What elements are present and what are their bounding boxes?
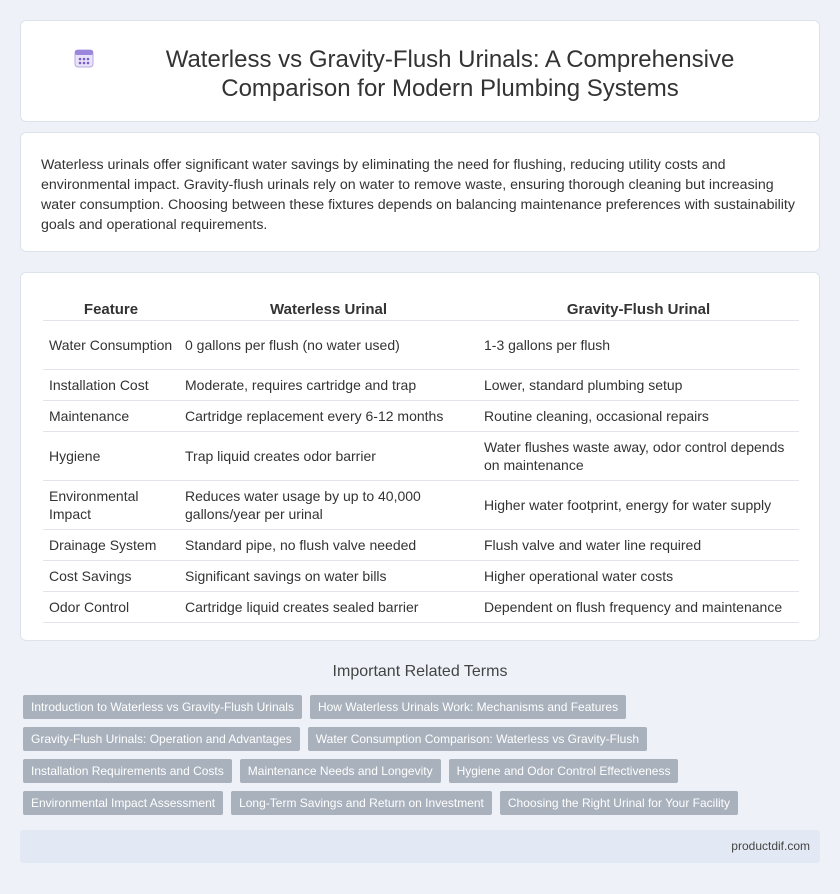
feature-cell: Cost Savings	[43, 561, 179, 592]
table-row	[43, 321, 799, 370]
footer-bar	[20, 830, 820, 863]
waterless-cell: Significant savings on water bills	[179, 561, 478, 592]
waterless-cell: Moderate, requires cartridge and trap	[179, 370, 478, 401]
table-row	[43, 561, 799, 592]
column-header-feature: Feature	[43, 295, 179, 321]
related-term-link[interactable]: Water Consumption Comparison: Waterless vs Gravity-Flush	[308, 727, 647, 751]
page-title: Waterless vs Gravity-Flush Urinals: A Comprehensive Comparison for Modern Plumbing Systems	[165, 46, 735, 102]
related-term-link[interactable]: Choosing the Right Urinal for Your Facility	[500, 791, 738, 815]
related-term-link[interactable]: Gravity-Flush Urinals: Operation and Advantages	[23, 727, 300, 751]
table-row	[43, 592, 799, 623]
calendar-grid-icon	[73, 47, 95, 69]
gravity-flush-cell: Flush valve and water line required	[478, 530, 799, 561]
waterless-cell: Trap liquid creates odor barrier	[179, 432, 478, 481]
related-term-link[interactable]: Long-Term Savings and Return on Investment	[231, 791, 492, 815]
feature-cell: Hygiene	[43, 432, 179, 481]
gravity-flush-cell: Higher operational water costs	[478, 561, 799, 592]
intro-paragraph: Waterless urinals offer significant water savings by eliminating the need for flushing, reducing utility costs and environmental impact. Gravity-flush urinals rely on water to remove waste, ensuring thorough cleaning but increasing water consumption. Choosing between these fixtures depends on balancing maintenance preferences with sustainability goals and operational requirements.	[41, 157, 795, 233]
table-row	[43, 481, 799, 530]
waterless-cell: Cartridge replacement every 6-12 months	[179, 401, 478, 432]
gravity-flush-cell: 1-3 gallons per flush	[478, 321, 799, 370]
table-row	[43, 530, 799, 561]
gravity-flush-cell: Dependent on flush frequency and maintenance	[478, 592, 799, 623]
tag-row	[23, 695, 823, 719]
related-terms-heading: Important Related Terms	[332, 663, 508, 680]
feature-cell: Environmental Impact	[43, 481, 179, 530]
comparison-table	[43, 295, 799, 623]
related-term-link[interactable]: Environmental Impact Assessment	[23, 791, 223, 815]
gravity-flush-cell: Higher water footprint, energy for water supply	[478, 481, 799, 530]
table-row	[43, 432, 799, 481]
gravity-flush-cell: Lower, standard plumbing setup	[478, 370, 799, 401]
gravity-flush-cell: Water flushes waste away, odor control depends on maintenance	[478, 432, 799, 481]
tag-row	[23, 727, 823, 751]
comparison-card	[20, 272, 820, 641]
related-term-link[interactable]: Maintenance Needs and Longevity	[240, 759, 441, 783]
feature-cell: Maintenance	[43, 401, 179, 432]
header-card	[20, 20, 820, 122]
gravity-flush-cell: Routine cleaning, occasional repairs	[478, 401, 799, 432]
tag-row	[23, 759, 823, 783]
table-row	[43, 370, 799, 401]
related-terms-list	[23, 695, 823, 823]
related-term-link[interactable]: How Waterless Urinals Work: Mechanisms and Features	[310, 695, 626, 719]
tag-row	[23, 791, 823, 815]
waterless-cell: Reduces water usage by up to 40,000 gallons/year per urinal	[179, 481, 478, 530]
waterless-cell: Standard pipe, no flush valve needed	[179, 530, 478, 561]
related-term-link[interactable]: Introduction to Waterless vs Gravity-Flush Urinals	[23, 695, 302, 719]
feature-cell: Installation Cost	[43, 370, 179, 401]
table-header-row	[43, 295, 799, 321]
feature-cell: Odor Control	[43, 592, 179, 623]
footer-site-link[interactable]: productdif.com	[731, 839, 810, 853]
waterless-cell: 0 gallons per flush (no water used)	[179, 321, 478, 370]
related-term-link[interactable]: Installation Requirements and Costs	[23, 759, 232, 783]
feature-cell: Water Consumption	[43, 321, 179, 370]
waterless-cell: Cartridge liquid creates sealed barrier	[179, 592, 478, 623]
related-term-link[interactable]: Hygiene and Odor Control Effectiveness	[449, 759, 679, 783]
table-row	[43, 401, 799, 432]
column-header-gravity-flush: Gravity-Flush Urinal	[478, 295, 799, 321]
feature-cell: Drainage System	[43, 530, 179, 561]
column-header-waterless: Waterless Urinal	[179, 295, 478, 321]
intro-card	[20, 132, 820, 252]
